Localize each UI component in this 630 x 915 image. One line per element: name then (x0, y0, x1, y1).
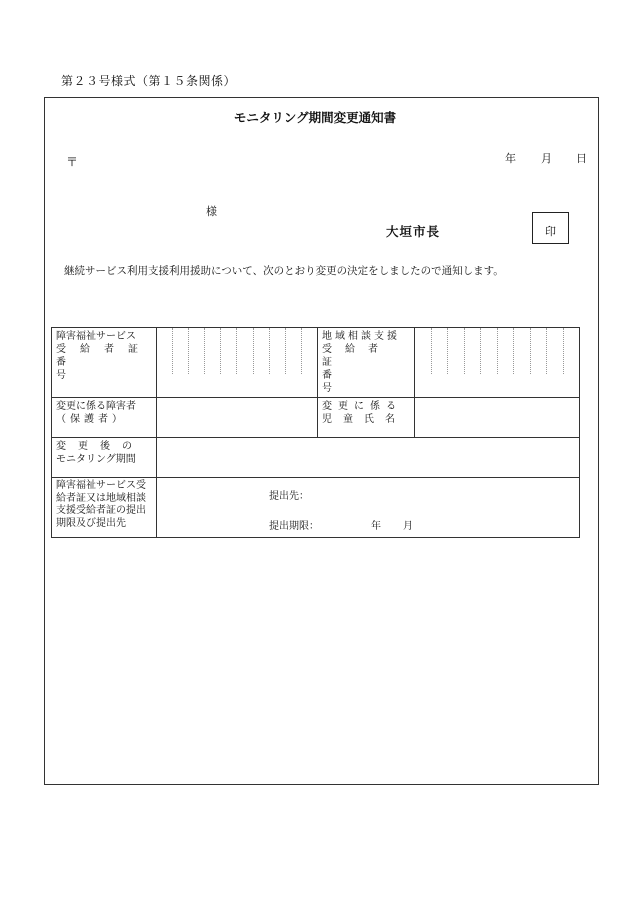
period-label (52, 438, 157, 478)
period-field[interactable] (157, 438, 580, 478)
digit-boxes (157, 328, 317, 374)
label-line: 児童氏名 (322, 414, 406, 425)
label-line: （保護者） (56, 414, 126, 425)
service-cert-number-label (52, 328, 157, 398)
label-line: 地域相談支援 (322, 331, 400, 342)
consult-cert-number-field[interactable] (415, 328, 580, 398)
table-row (52, 438, 580, 478)
child-label (318, 398, 415, 438)
table-row (52, 328, 580, 398)
submission-label (52, 478, 157, 538)
label-line: 期限及び提出先 (56, 517, 126, 529)
child-name-field[interactable] (415, 398, 580, 438)
deadline-label: 提出期限： (269, 521, 319, 532)
person-name-field[interactable] (157, 398, 318, 438)
info-table (51, 327, 580, 538)
notice-text: 継続サービス利用支援利用援助について、次のとおり変更の決定をしましたので通知します。 (64, 265, 504, 277)
deadline-month: 月 (403, 521, 413, 532)
submission-field[interactable] (157, 478, 580, 538)
postal-mark: 〒 (66, 155, 79, 169)
seal-box (532, 212, 569, 244)
date-year-label: 年 (505, 152, 516, 165)
person-label (52, 398, 157, 438)
label-line: 障害福祉サービス (56, 331, 136, 342)
label-line: 受給者証 (322, 344, 391, 368)
consult-cert-number-label (318, 328, 415, 398)
table-row (52, 398, 580, 438)
seal-label: 印 (545, 225, 556, 238)
submission-content (157, 478, 579, 536)
date-month-label: 月 (541, 152, 552, 165)
label-line: 給者証又は地域相談 (56, 492, 146, 504)
label-line: 変更後の (56, 441, 144, 452)
label-line: モニタリング期間 (56, 454, 136, 465)
date-day-label: 日 (576, 152, 587, 165)
digit-boxes (415, 328, 579, 374)
label-line: 番号 (56, 357, 126, 381)
label-line: 番号 (322, 370, 387, 394)
issuer-name: 大垣市長 (386, 224, 441, 239)
service-cert-number-field[interactable] (157, 328, 318, 398)
table-row (52, 478, 580, 538)
recipient-honorific: 様 (206, 205, 217, 218)
label-line: 変更に係る障害者 (56, 401, 136, 412)
label-line: 支援受給者証の提出 (56, 505, 146, 516)
form-number: 第２３号様式（第１５条関係） (61, 74, 237, 88)
document-title: モニタリング期間変更通知書 (233, 110, 397, 125)
label-line: 変更に係る (322, 401, 402, 412)
label-line: 受給者証 (56, 344, 152, 355)
submit-to-label: 提出先： (269, 491, 309, 502)
label-line: 障害福祉サービス受 (56, 480, 146, 491)
deadline-year: 年 (371, 521, 381, 532)
